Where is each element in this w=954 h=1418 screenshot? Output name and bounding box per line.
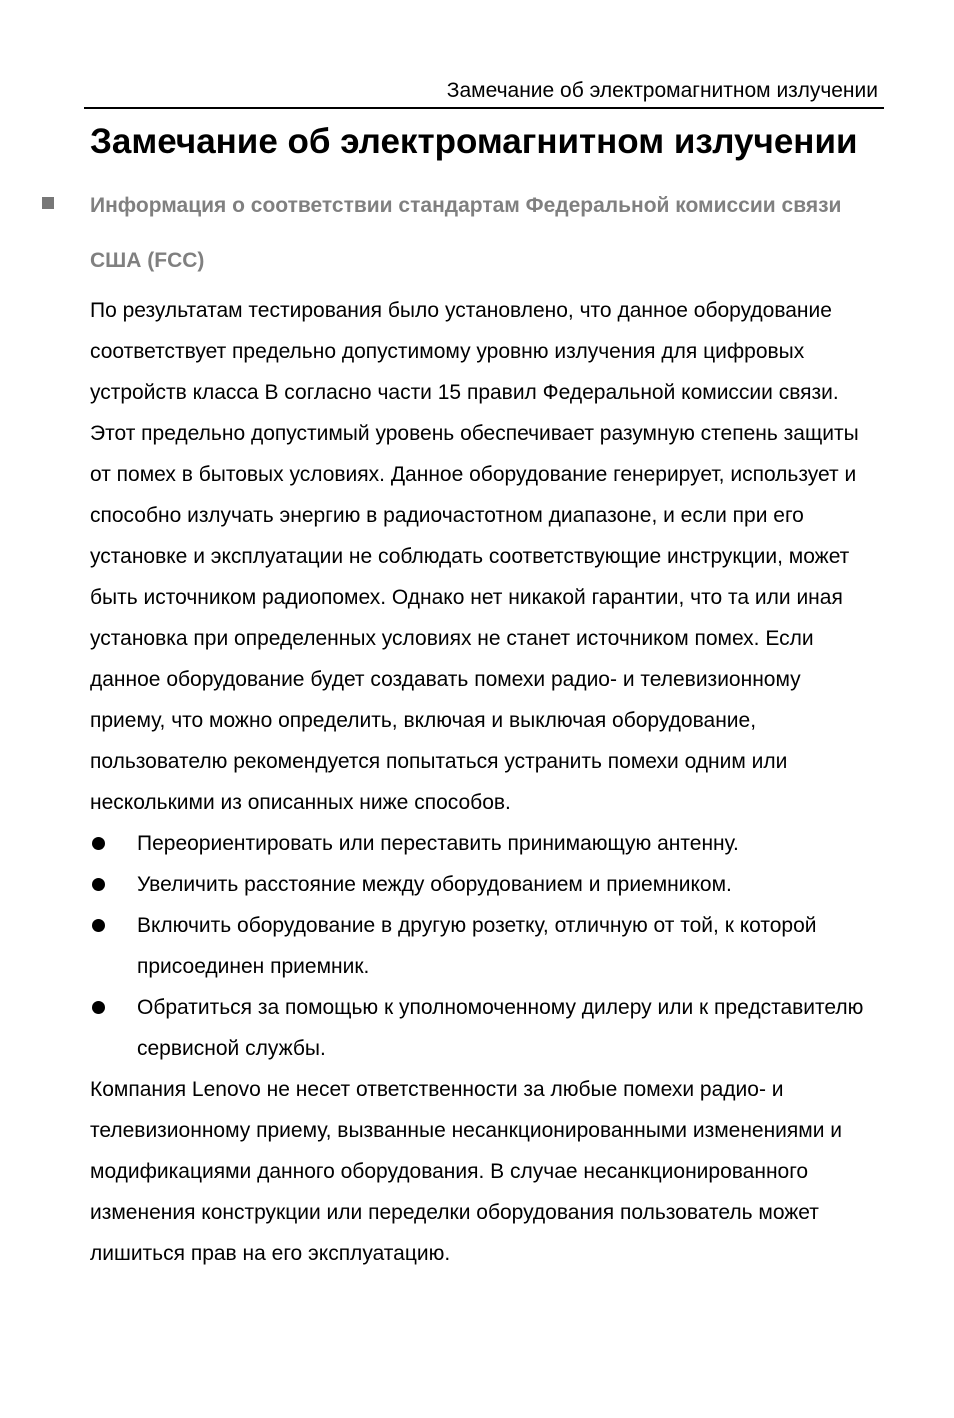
square-bullet-icon <box>42 197 54 209</box>
list-item <box>0 987 882 1069</box>
list-item-text: Переориентировать или переставить принимающую антенну. <box>137 832 739 855</box>
section-heading <box>0 178 870 288</box>
bullet-dot-icon <box>92 919 105 932</box>
running-header-title: Замечание об электромагнитном излучении <box>446 79 878 102</box>
list-item-text: Увеличить расстояние между оборудованием и приемником. <box>137 873 732 896</box>
fcc-section <box>0 178 954 1274</box>
bullet-dot-icon <box>92 878 105 891</box>
paragraph-fcc-compliance: По результатам тестирования было установлено, что данное оборудование соответствует предельно допустимому уровню излучения для цифровых устройств класса B согласно части 15 правил Федеральной комиссии связи. Этот предельно допустимый уровень обеспечивает разумную степень защиты от помех в бытовых условиях. Данное оборудование генерирует, использует и способно излучать энергию в радиочастотном диапазоне, и если при его установке и эксплуатации не соблюдать соответствующие инструкции, может быть источником радиопомех. Однако нет никакой гарантии, что та или иная установка при определенных условиях не станет источником помех. Если данное оборудование будет создавать помехи радио- и телевизионному приему, что можно определить, включая и выключая оборудование, пользователю рекомендуется попытаться устранить помехи одним или несколькими из описанных ниже способов. <box>90 299 859 814</box>
page-title: Замечание об электромагнитном излучении <box>90 122 858 161</box>
running-header <box>84 76 884 109</box>
section-heading-text: Информация о соответствии стандартам Федеральной комиссии связи США (FCC) <box>90 194 842 272</box>
list-item-text: Включить оборудование в другую розетку, отличную от той, к которой присоединен приемник. <box>137 914 817 978</box>
remedy-list <box>0 823 954 1069</box>
bullet-dot-icon <box>92 837 105 850</box>
list-item <box>0 823 882 864</box>
bullet-dot-icon <box>92 1001 105 1014</box>
list-item <box>0 864 882 905</box>
list-item-text: Обратиться за помощью к уполномоченному дилеру или к представителю сервисной службы. <box>137 996 864 1060</box>
list-item <box>0 905 882 987</box>
paragraph-lenovo-liability: Компания Lenovo не несет ответственности за любые помехи радио- и телевизионному приему, вызванные несанкционированными изменениями и модификациями данного оборудования. В случае несанкционированного изменения конструкции или переделки оборудования пользователь может лишиться прав на его эксплуатацию. <box>90 1078 843 1265</box>
